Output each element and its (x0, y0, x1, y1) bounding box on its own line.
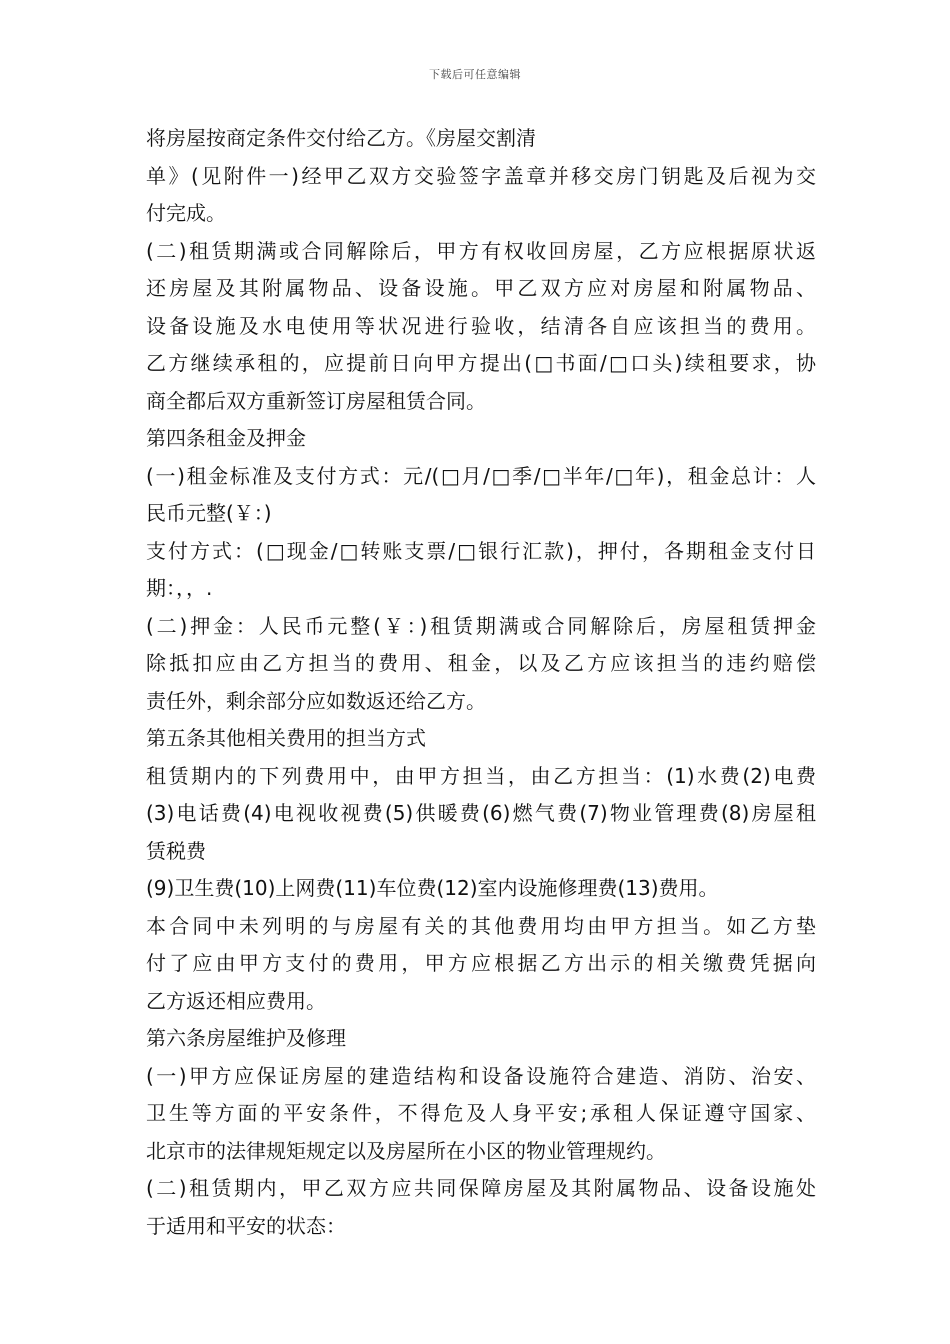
text-line: 付了应由甲方支付的费用，甲方应根据乙方出示的相关缴费凭据向 (146, 951, 816, 975)
text-line: (一)租金标准及支付方式：元/(□月/□季/□半年/□年)，租金总计：人 (146, 463, 816, 488)
text-line: 支付方式：(□现金/□转账支票/□银行汇款)，押付，各期租金支付日 (146, 538, 816, 563)
text-line: 乙方继续承租的，应提前日向甲方提出(□书面/□口头)续租要求，协 (146, 351, 816, 375)
text-line: 卫生等方面的平安条件，不得危及人身平安;承租人保证遵守国家、 (146, 1101, 816, 1125)
text-line: 第五条其他相关费用的担当方式 (146, 726, 426, 750)
text-line: (9)卫生费(10)上网费(11)车位费(12)室内设施修理费(13)费用。 (146, 876, 719, 900)
text-line: 将房屋按商定条件交付给乙方。《房屋交割清 (146, 126, 536, 150)
text-line: 赁税费 (146, 838, 206, 863)
document-body (146, 120, 816, 1245)
text-line: 北京市的法律规矩规定以及房屋所在小区的物业管理规约。 (146, 1138, 666, 1163)
text-line: 乙方返还相应费用。 (146, 988, 326, 1013)
text-line: 租赁期内的下列费用中，由甲方担当，由乙方担当：(1)水费(2)电费 (146, 763, 816, 788)
text-line: 付完成。 (146, 201, 226, 225)
text-line: 设备设施及水电使用等状况进行验收，结清各自应该担当的费用。 (146, 313, 816, 338)
text-line: 第六条房屋维护及修理 (146, 1026, 346, 1050)
text-line: (二)租赁期内，甲乙双方应共同保障房屋及其附属物品、设备设施处 (146, 1176, 816, 1200)
text-line: 商全都后双方重新签订房屋租赁合同。 (146, 388, 486, 413)
text-line: 于适用和平安的状态： (146, 1213, 346, 1238)
text-line: (二)租赁期满或合同解除后，甲方有权收回房屋，乙方应根据原状返 (146, 238, 816, 263)
page-header: 下载后可任意编辑 (429, 68, 521, 81)
text-line: (3)电话费(4)电视收视费(5)供暖费(6)燃气费(7)物业管理费(8)房屋租 (146, 801, 816, 825)
text-line: 还房屋及其附属物品、设备设施。甲乙双方应对房屋和附属物品、 (146, 276, 816, 300)
text-line: 第四条租金及押金 (146, 426, 306, 450)
text-line: 民币元整(￥：) (146, 501, 272, 525)
text-line: 责任外，剩余部分应如数返还给乙方。 (146, 688, 486, 713)
text-line: 本合同中未列明的与房屋有关的其他费用均由甲方担当。如乙方垫 (146, 913, 816, 938)
text-line: 单》(见附件一)经甲乙双方交验签字盖章并移交房门钥匙及后视为交 (146, 163, 816, 188)
text-line: 期：，，. (146, 576, 213, 600)
text-line: 除抵扣应由乙方担当的费用、租金，以及乙方应该担当的违约赔偿 (146, 651, 816, 675)
text-line: (二)押金：人民币元整(￥：)租赁期满或合同解除后，房屋租赁押金 (146, 613, 816, 638)
text-line: (一)甲方应保证房屋的建造结构和设备设施符合建造、消防、治安、 (146, 1063, 816, 1088)
